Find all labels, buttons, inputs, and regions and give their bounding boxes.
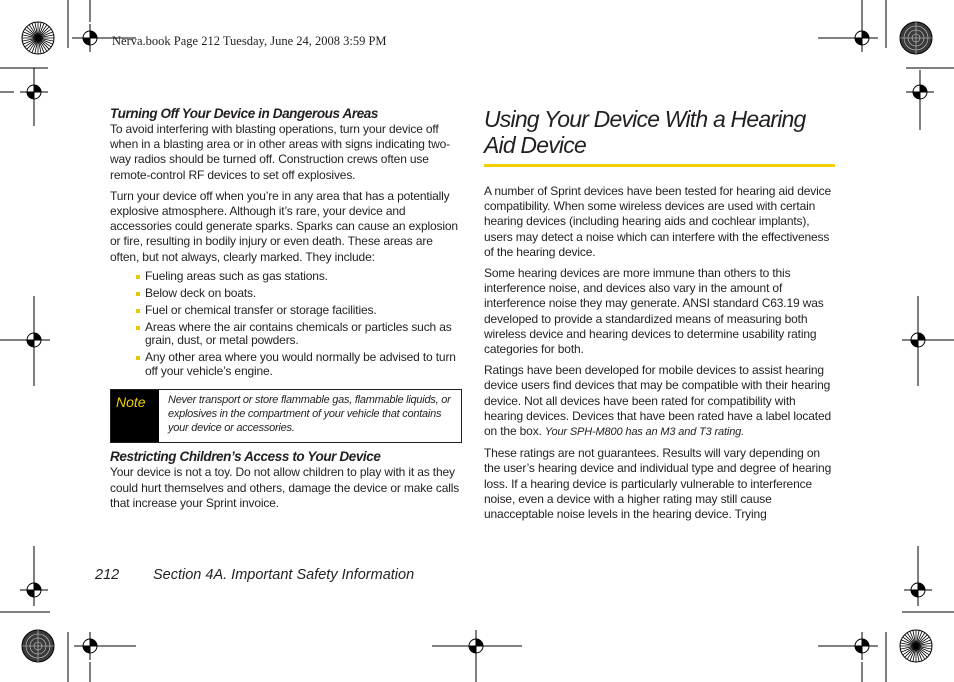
left-column xyxy=(110,106,462,511)
bullet-square-icon xyxy=(136,326,140,330)
bullet-square-icon xyxy=(136,292,140,296)
paragraph: A number of Sprint devices have been tested for hearing aid device compatibility. When some wireless devices are used with certain hearing devices (including hearing aids and cochlear implants), users may detect a noise which can interfere with the effectiveness of the hearing device. xyxy=(484,184,831,259)
page-footer xyxy=(95,567,414,583)
paragraph: These ratings are not guarantees. Results will vary depending on the user’s hearing device and individual type and degree of hearing loss. If a hearing device is particularly vulnerable to interference noise, even a device with a higher rating may still cause unacceptable noise levels in the hearing device. Trying xyxy=(484,446,832,522)
bullet-square-icon xyxy=(136,309,140,313)
hazard-list xyxy=(110,270,462,379)
list-item: Fuel or chemical transfer or storage facilities. xyxy=(136,304,462,318)
note-label: Note xyxy=(111,390,159,442)
print-slug-header: Nerva.book Page 212 Tuesday, June 24, 2008 3:59 PM xyxy=(112,34,387,48)
note-text: Never transport or store flammable gas, flammable liquids, or explosives in the compartment of your vehicle that contains your device or accessories. xyxy=(168,394,451,435)
paragraph: Turn your device off when you’re in any area that has a potentially explosive atmosphere. Although it’s rare, your device and accessories could generate sparks. Sparks can cause an explosion or fire, resulting in bodily injury or even death. These areas are often, but not always, clearly marked. They include: xyxy=(110,188,458,264)
footer-section: Section 4A. Important Safety Information xyxy=(153,567,415,583)
list-item: Fueling areas such as gas stations. xyxy=(136,270,462,284)
paragraph: Ratings have been developed for mobile devices to assist hearing device users find devices that may be compatible with their hearing device. Not all devices have been rated for compatibility with hearing devices. Devices that have been rated have a label located on the box. Your SPH-M800 has an M3 and T3 rating. xyxy=(484,363,832,439)
bullet-square-icon xyxy=(136,275,140,279)
list-item: Below deck on boats. xyxy=(136,287,462,301)
note-box xyxy=(110,389,462,443)
paragraph: Your device is not a toy. Do not allow children to play with it as they could hurt themselves and others, damage the device or make calls that increase your Sprint invoice. xyxy=(110,465,460,510)
section-title-dangerous-areas: Turning Off Your Device in Dangerous Areas xyxy=(110,106,379,121)
list-item: Areas where the air contains chemicals or particles such as grain, dust, or metal powders. xyxy=(136,321,462,348)
page-title: Using Your Device With a Hearing Aid Device xyxy=(484,106,806,158)
heading-rule xyxy=(484,164,835,167)
paragraph: Some hearing devices are more immune than others to this interference noise, and devices also vary in the amount of interference noise they may generate. ANSI standard C63.19 was developed to provide a standardized means of measuring both wireless device and hearing devices to determine usability rating categories for both. xyxy=(484,266,824,357)
list-item: Any other area where you would normally be advised to turn off your vehicle’s engine. xyxy=(136,351,462,378)
bullet-square-icon xyxy=(136,356,140,360)
paragraph: To avoid interfering with blasting operations, turn your device off when in a blasting area or in other areas with signs indicating two-way radios should be turned off. Construction crews often use remote-control RF devices to set off explosives. xyxy=(110,122,450,182)
right-column xyxy=(484,106,836,522)
section-title-children-access: Restricting Children’s Access to Your Device xyxy=(110,449,381,465)
page-number: 212 xyxy=(95,567,120,583)
rating-statement: Your SPH-M800 has an M3 and T3 rating. xyxy=(544,426,745,439)
